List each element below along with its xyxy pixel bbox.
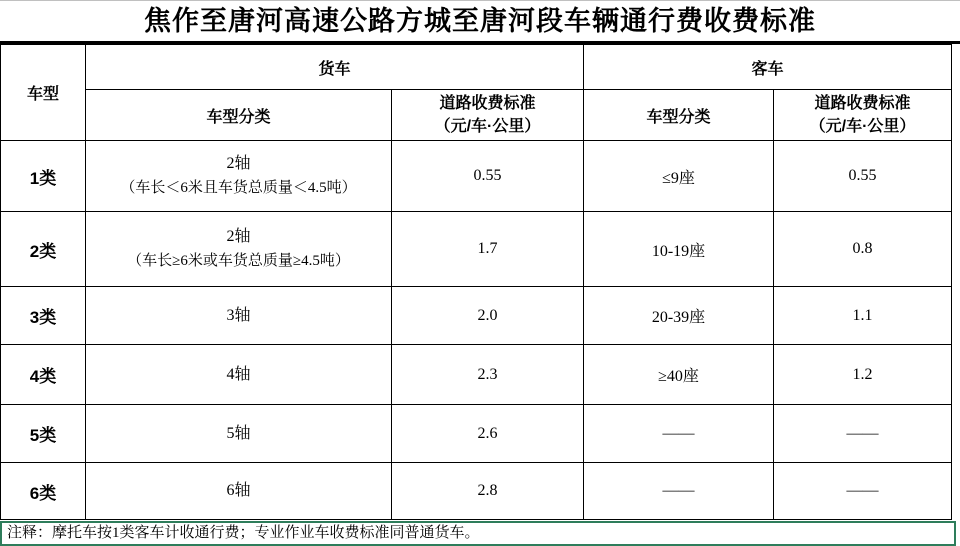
page-title: 焦作至唐河高速公路方城至唐河段车辆通行费收费标准 bbox=[0, 1, 960, 44]
footnote: 注释：摩托车按1类客车计收通行费；专业作业车收费标准同普通货车。 bbox=[0, 521, 956, 546]
header-truck-rate bbox=[392, 90, 584, 141]
toll-fee-table bbox=[0, 44, 952, 520]
cell-truck-rate: 2.8 bbox=[392, 463, 584, 520]
table-row bbox=[1, 463, 952, 520]
cell-bus-class: ≥40座 bbox=[584, 345, 774, 405]
cell-vehicle-type: 1类 bbox=[1, 141, 86, 212]
cell-vehicle-type: 2类 bbox=[1, 212, 86, 287]
cell-truck-rate: 1.7 bbox=[392, 212, 584, 287]
truck-class-axles: 2轴 bbox=[226, 155, 251, 172]
cell-vehicle-type: 3类 bbox=[1, 287, 86, 345]
header-bus-rate-line2: （元/车·公里） bbox=[809, 118, 916, 135]
table-row bbox=[1, 405, 952, 463]
header-truck-class: 车型分类 bbox=[86, 90, 392, 141]
cell-vehicle-type: 5类 bbox=[1, 405, 86, 463]
header-bus-rate bbox=[774, 90, 952, 141]
cell-truck-class bbox=[86, 212, 392, 287]
table-row bbox=[1, 345, 952, 405]
header-group-row bbox=[1, 45, 952, 90]
cell-truck-class bbox=[86, 141, 392, 212]
cell-bus-class: —— bbox=[584, 405, 774, 463]
cell-bus-class: 10-19座 bbox=[584, 212, 774, 287]
truck-class-condition: （车长＜6米且车货总质量＜4.5吨） bbox=[120, 180, 357, 196]
cell-truck-class bbox=[86, 345, 392, 405]
cell-bus-class: —— bbox=[584, 463, 774, 520]
truck-class-axles: 4轴 bbox=[226, 365, 251, 383]
cell-truck-rate: 2.6 bbox=[392, 405, 584, 463]
truck-class-axles: 5轴 bbox=[226, 424, 251, 442]
truck-class-axles: 3轴 bbox=[226, 306, 251, 324]
cell-truck-rate: 2.0 bbox=[392, 287, 584, 345]
table-row bbox=[1, 212, 952, 287]
cell-vehicle-type: 4类 bbox=[1, 345, 86, 405]
header-bus-rate-line1: 道路收费标准 bbox=[814, 95, 911, 112]
header-subcolumns-row bbox=[1, 90, 952, 141]
header-truck-rate-line1: 道路收费标准 bbox=[439, 95, 536, 112]
table-row bbox=[1, 141, 952, 212]
header-bus-group: 客车 bbox=[584, 45, 952, 90]
cell-bus-rate: 1.2 bbox=[774, 345, 952, 405]
cell-truck-class bbox=[86, 405, 392, 463]
cell-bus-class: 20-39座 bbox=[584, 287, 774, 345]
header-truck-group: 货车 bbox=[86, 45, 584, 90]
cell-truck-rate: 2.3 bbox=[392, 345, 584, 405]
cell-bus-rate: 1.1 bbox=[774, 287, 952, 345]
cell-bus-rate: —— bbox=[774, 463, 952, 520]
truck-class-axles: 6轴 bbox=[226, 482, 251, 499]
cell-truck-class bbox=[86, 287, 392, 345]
cell-bus-rate: 0.55 bbox=[774, 141, 952, 212]
cell-truck-class bbox=[86, 463, 392, 520]
truck-class-axles: 2轴 bbox=[226, 228, 251, 245]
cell-bus-class: ≤9座 bbox=[584, 141, 774, 212]
cell-truck-rate: 0.55 bbox=[392, 141, 584, 212]
truck-class-condition: （车长≥6米或车货总质量≥4.5吨） bbox=[127, 253, 350, 269]
cell-bus-rate: 0.8 bbox=[774, 212, 952, 287]
header-vehicle-type: 车型 bbox=[1, 45, 86, 141]
table-row bbox=[1, 287, 952, 345]
cell-vehicle-type: 6类 bbox=[1, 463, 86, 520]
header-truck-rate-line2: （元/车·公里） bbox=[434, 118, 541, 135]
cell-bus-rate: —— bbox=[774, 405, 952, 463]
header-bus-class: 车型分类 bbox=[584, 90, 774, 141]
